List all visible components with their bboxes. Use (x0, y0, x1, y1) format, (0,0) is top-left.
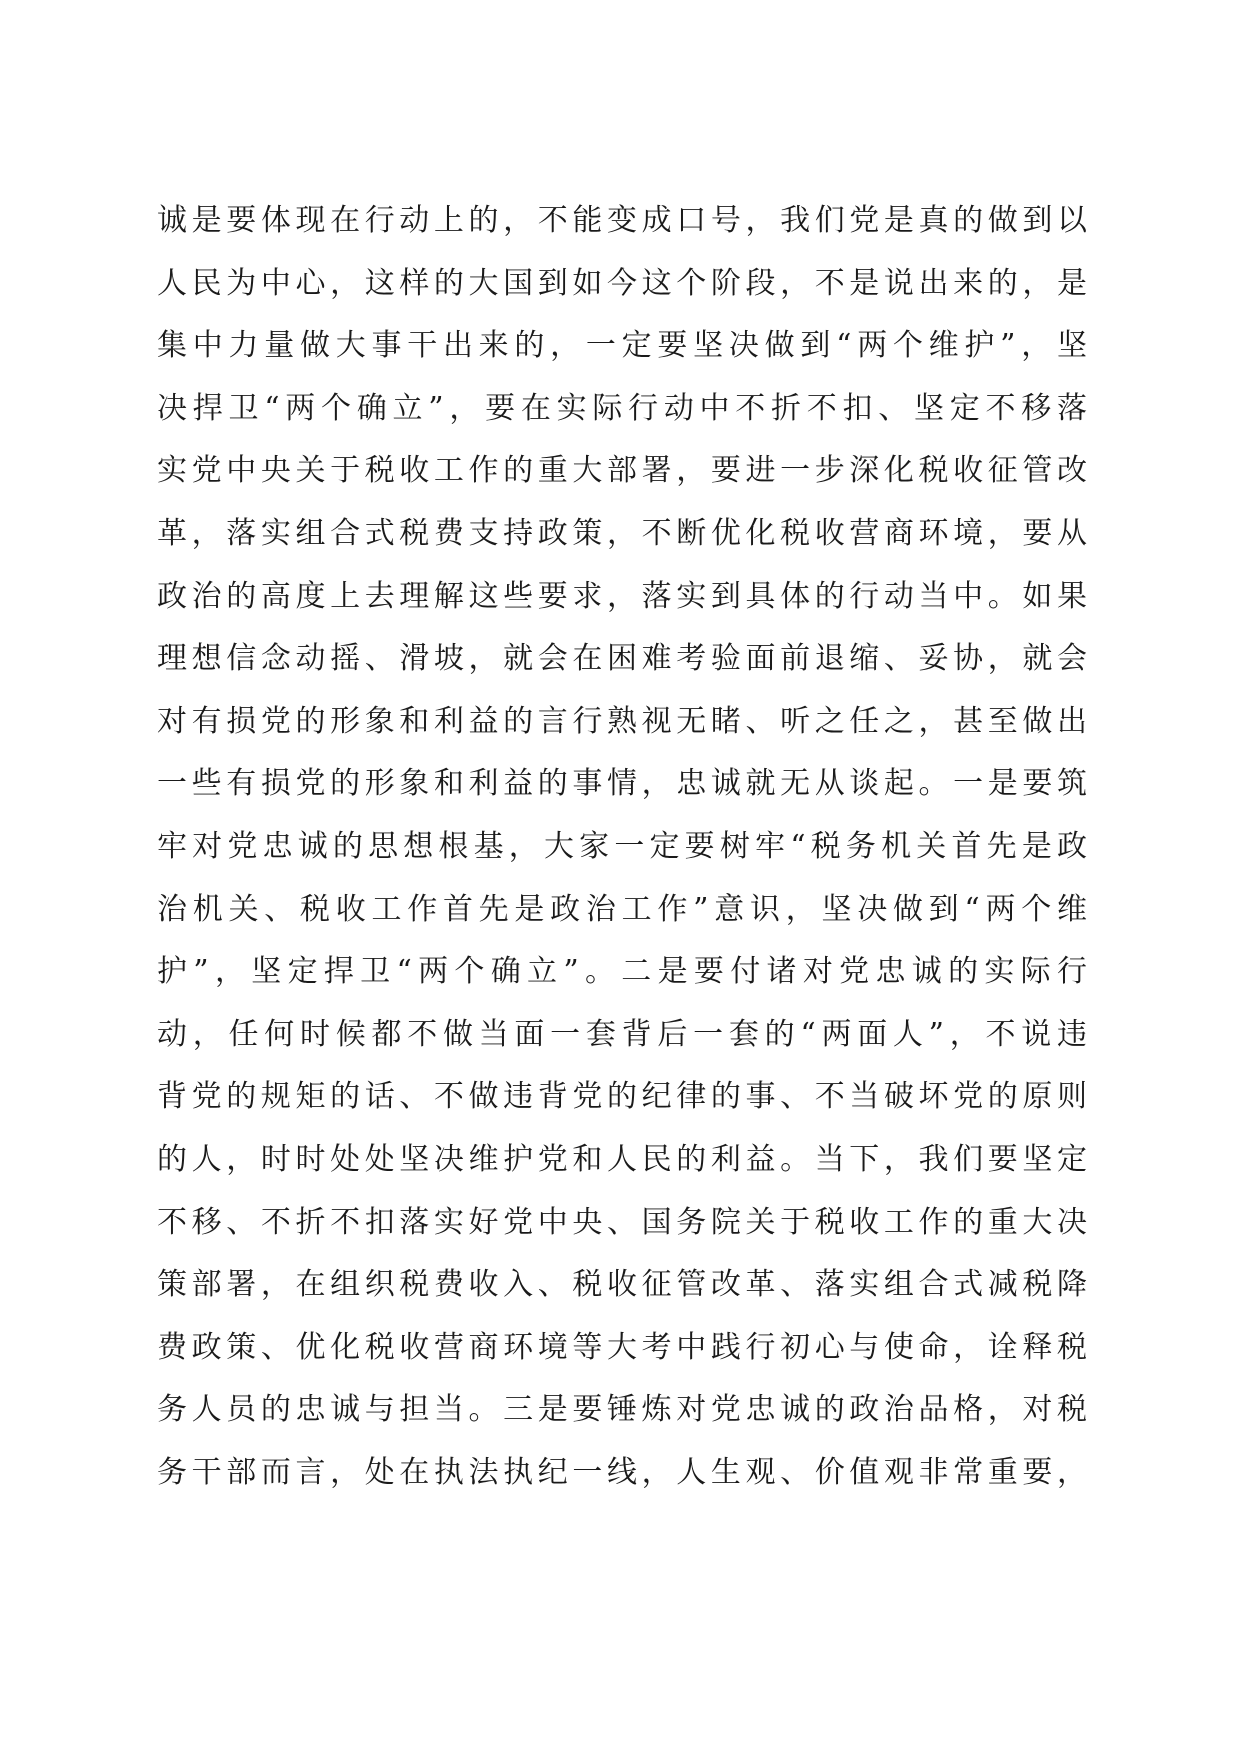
text-line: 治机关、税收工作首先是政治工作”意识，坚决做到“两个维 (157, 891, 1087, 927)
text-line: 背党的规矩的话、不做违背党的纪律的事、不当破坏党的原则 (157, 1079, 1087, 1115)
text-line: 实党中央关于税收工作的重大部署，要进一步深化税收征管改 (157, 453, 1087, 489)
text-line: 动，任何时候都不做当面一套背后一套的“两面人”，不说违 (157, 1016, 1087, 1052)
text-line: 务干部而言，处在执法执纪一线，人生观、价值观非常重要， (157, 1454, 1087, 1490)
text-line: 集中力量做大事干出来的，一定要坚决做到“两个维护”，坚 (157, 328, 1087, 364)
text-line: 护”，坚定捍卫“两个确立”。二是要付诸对党忠诚的实际行 (157, 954, 1087, 990)
text-line: 一些有损党的形象和利益的事情，忠诚就无从谈起。一是要筑 (157, 766, 1087, 802)
text-line: 费政策、优化税收营商环境等大考中践行初心与使命，诠释税 (157, 1329, 1087, 1365)
text-line: 革，落实组合式税费支持政策，不断优化税收营商环境，要从 (157, 515, 1087, 551)
text-line: 不移、不折不扣落实好党中央、国务院关于税收工作的重大决 (157, 1204, 1087, 1240)
text-line: 人民为中心，这样的大国到如今这个阶段，不是说出来的，是 (157, 265, 1087, 301)
text-line: 决捍卫“两个确立”，要在实际行动中不折不扣、坚定不移落 (157, 390, 1087, 426)
text-line: 策部署，在组织税费收入、税收征管改革、落实组合式减税降 (157, 1267, 1087, 1303)
text-line: 牢对党忠诚的思想根基，大家一定要树牢“税务机关首先是政 (157, 828, 1087, 864)
text-line: 对有损党的形象和利益的言行熟视无睹、听之任之，甚至做出 (157, 703, 1087, 739)
text-line: 务人员的忠诚与担当。三是要锤炼对党忠诚的政治品格，对税 (157, 1392, 1087, 1428)
text-line: 政治的高度上去理解这些要求，落实到具体的行动当中。如果 (157, 578, 1087, 614)
body-text (157, 190, 1087, 1504)
text-line: 理想信念动摇、滑坡，就会在困难考验面前退缩、妥协，就会 (157, 641, 1087, 677)
text-line: 诚是要体现在行动上的，不能变成口号，我们党是真的做到以 (157, 203, 1087, 238)
text-line: 的人，时时处处坚决维护党和人民的利益。当下，我们要坚定 (157, 1141, 1087, 1177)
